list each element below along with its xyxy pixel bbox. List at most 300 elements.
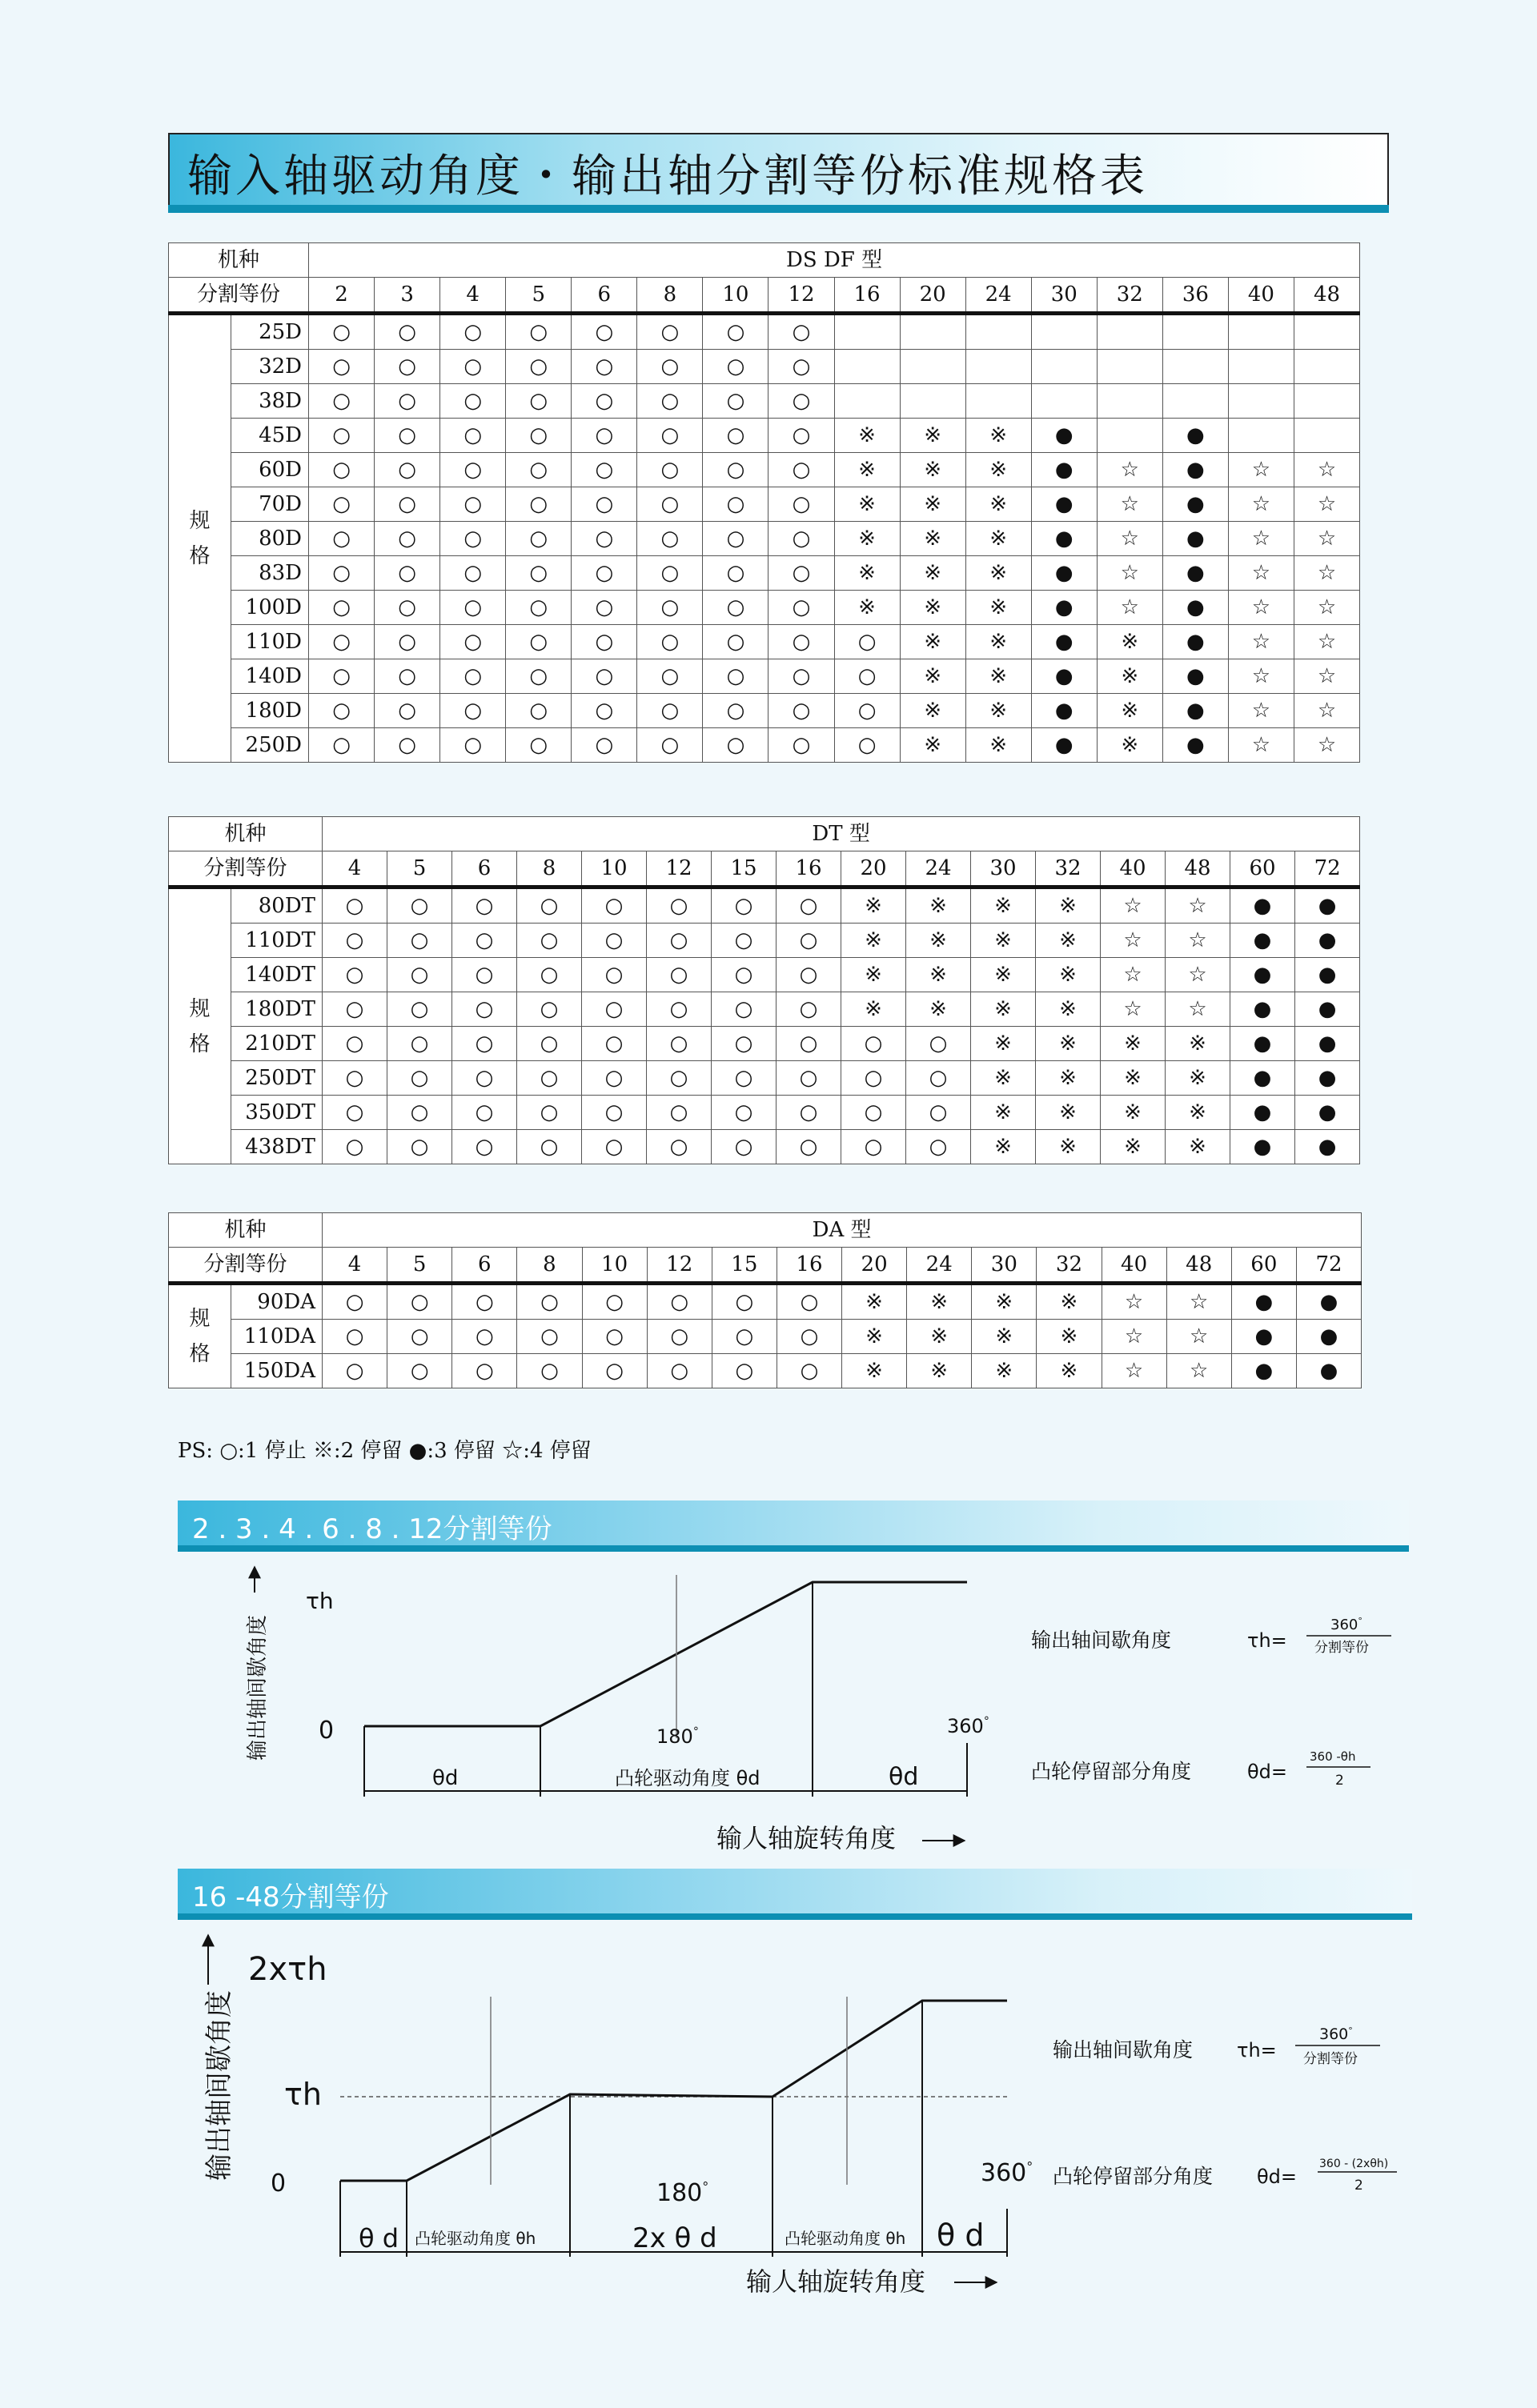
stop-mark-cell: ☆ (1294, 694, 1359, 728)
stop-mark-cell: ※ (900, 728, 965, 763)
stop-mark-cell: ○ (712, 924, 777, 958)
stop-mark-cell: ○ (637, 487, 703, 522)
model-size-label: 45D (231, 419, 309, 453)
stop-mark-cell (1162, 314, 1228, 350)
stop-mark-cell: ○ (517, 887, 582, 924)
stop-mark-cell: ○ (572, 314, 637, 350)
stop-mark-cell: ○ (777, 1027, 841, 1061)
stop-mark-cell: ※ (1037, 1354, 1102, 1388)
stop-mark-cell: ● (1031, 453, 1097, 487)
stop-mark-cell: ○ (452, 924, 517, 958)
division-col-header: 24 (907, 1248, 972, 1284)
stop-mark-cell: ○ (309, 419, 375, 453)
stop-mark-cell: ○ (647, 1130, 712, 1164)
model-size-label: 25D (231, 314, 309, 350)
stop-mark-cell: ○ (517, 958, 582, 992)
table-row (169, 924, 1360, 958)
stop-mark-cell: ☆ (1097, 556, 1162, 591)
stop-mark-cell: ☆ (1097, 453, 1162, 487)
division-col-header: 15 (712, 1248, 777, 1284)
stop-mark-cell: ○ (777, 924, 841, 958)
stop-mark-cell: ※ (971, 1130, 1036, 1164)
stop-mark-cell: ○ (647, 1284, 712, 1320)
stop-mark-cell: ○ (841, 1096, 906, 1130)
stop-mark-cell: ○ (906, 1027, 971, 1061)
stop-mark-cell: ● (1031, 625, 1097, 659)
stop-mark-cell: ● (1162, 659, 1228, 694)
division-col-header: 30 (972, 1248, 1037, 1284)
page-title: 输入轴驱动角度・输出轴分割等份标准规格表 (187, 150, 1148, 202)
stop-mark-cell: ○ (572, 728, 637, 763)
section2-diagram (0, 1925, 1537, 2301)
stop-mark-cell (1031, 314, 1097, 350)
stop-mark-cell: ☆ (1228, 659, 1294, 694)
stop-mark-cell: ○ (768, 625, 834, 659)
stop-mark-cell (1162, 350, 1228, 384)
stop-mark-cell: ○ (712, 1096, 777, 1130)
stop-mark-cell: ○ (647, 887, 712, 924)
stop-mark-cell: ○ (309, 659, 375, 694)
table-row (169, 694, 1360, 728)
stop-mark-cell: ○ (387, 992, 452, 1027)
stop-mark-cell: ○ (517, 1130, 582, 1164)
stop-mark-cell: ○ (777, 958, 841, 992)
s2-xlabel: 输人轴旋转角度 (746, 2266, 926, 2297)
section2-underline (178, 1913, 1412, 1920)
jizhong-header: 机种 (169, 817, 323, 851)
stop-mark-cell: ※ (841, 992, 906, 1027)
stop-mark-cell: ※ (900, 625, 965, 659)
stop-mark-cell: ※ (965, 522, 1031, 556)
s2-mid: 2x θ d (632, 2222, 717, 2254)
model-size-label: 60D (231, 453, 309, 487)
stop-mark-cell (1294, 350, 1359, 384)
stop-mark-cell: ○ (841, 1130, 906, 1164)
stop-mark-cell: ※ (834, 556, 900, 591)
jizhong-header: 机种 (169, 1213, 323, 1248)
stop-mark-cell: ☆ (1097, 591, 1162, 625)
division-col-header: 16 (777, 1248, 841, 1284)
stop-mark-cell: ※ (971, 1061, 1036, 1096)
model-size-label: 350DT (231, 1096, 323, 1130)
division-col-header: 30 (1031, 278, 1097, 314)
stop-mark-cell: ○ (375, 659, 440, 694)
stop-mark-cell: ☆ (1102, 1320, 1166, 1354)
stop-mark-cell: ○ (647, 1354, 712, 1388)
division-col-header: 4 (323, 1248, 387, 1284)
stop-mark-cell: ※ (971, 958, 1036, 992)
stop-mark-cell: ※ (971, 1096, 1036, 1130)
stop-mark-cell: ○ (572, 591, 637, 625)
stop-mark-cell: ○ (452, 958, 517, 992)
stop-mark-cell: ○ (777, 1284, 841, 1320)
s1-zero-label: 0 (319, 1717, 335, 1745)
model-size-label: 80DT (231, 887, 323, 924)
table-row (169, 1284, 1362, 1320)
stop-mark-cell: ○ (375, 625, 440, 659)
stop-mark-cell: ● (1230, 1130, 1295, 1164)
division-col-header: 24 (965, 278, 1031, 314)
stop-mark-cell: ○ (777, 1320, 841, 1354)
stop-mark-cell: ○ (768, 728, 834, 763)
title-band (168, 133, 1389, 205)
stop-mark-cell: ○ (841, 1027, 906, 1061)
legend: PS: ○:1 停止 ※:2 停留 ●:3 停留 ☆:4 停留 (178, 1439, 592, 1463)
stop-mark-cell: ● (1230, 924, 1295, 958)
stop-mark-cell: ○ (440, 419, 506, 453)
model-size-label: 110DT (231, 924, 323, 958)
stop-mark-cell: ※ (906, 924, 971, 958)
stop-mark-cell: ○ (768, 556, 834, 591)
stop-mark-cell: ○ (452, 1061, 517, 1096)
stop-mark-cell: ※ (1036, 1096, 1101, 1130)
stop-mark-cell: ※ (965, 728, 1031, 763)
stop-mark-cell (1031, 384, 1097, 419)
stop-mark-cell: ○ (440, 487, 506, 522)
da-spec-table (168, 1212, 1362, 1388)
stop-mark-cell: ● (1295, 887, 1360, 924)
spec-side-label (169, 1284, 231, 1388)
division-header-row (169, 851, 1360, 887)
stop-mark-cell: ☆ (1228, 453, 1294, 487)
stop-mark-cell: ○ (309, 694, 375, 728)
fenge-header: 分割等份 (169, 1248, 323, 1284)
model-size-label: 38D (231, 384, 309, 419)
stop-mark-cell: ○ (647, 992, 712, 1027)
section1-title: 2 . 3 . 4 . 6 . 8 . 12分割等份 (192, 1513, 552, 1545)
stop-mark-cell (834, 314, 900, 350)
division-col-header: 16 (777, 851, 841, 887)
stop-mark-cell: ※ (906, 992, 971, 1027)
stop-mark-cell: ※ (834, 453, 900, 487)
stop-mark-cell: ○ (309, 350, 375, 384)
stop-mark-cell: ○ (768, 314, 834, 350)
table-row (169, 1096, 1360, 1130)
stop-mark-cell: ※ (1097, 659, 1162, 694)
title-underline (168, 205, 1389, 213)
model-size-label: 70D (231, 487, 309, 522)
division-col-header: 30 (971, 851, 1036, 887)
stop-mark-cell: ● (1031, 556, 1097, 591)
stop-mark-cell: ○ (375, 591, 440, 625)
stop-mark-cell: ○ (712, 1130, 777, 1164)
division-col-header: 5 (387, 1248, 452, 1284)
table-row (169, 591, 1360, 625)
stop-mark-cell: ● (1162, 556, 1228, 591)
stop-mark-cell: ○ (582, 958, 647, 992)
model-header: DT 型 (323, 817, 1360, 851)
s2-deg180: 180° (656, 2179, 709, 2207)
s2-cam-drive1: 凸轮驱动角度 θh (415, 2229, 536, 2248)
model-header: DA 型 (323, 1213, 1362, 1248)
model-size-label: 438DT (231, 1130, 323, 1164)
stop-mark-cell: ● (1231, 1354, 1296, 1388)
stop-mark-cell: ※ (965, 591, 1031, 625)
stop-mark-cell (1097, 419, 1162, 453)
stop-mark-cell: ※ (842, 1320, 907, 1354)
stop-mark-cell: ○ (834, 625, 900, 659)
stop-mark-cell: ● (1162, 522, 1228, 556)
spec-side-text: 规格 (189, 996, 211, 1056)
fenge-header: 分割等份 (169, 851, 323, 887)
stop-mark-cell (1097, 350, 1162, 384)
stop-mark-cell: ○ (637, 694, 703, 728)
stop-mark-cell (1294, 419, 1359, 453)
stop-mark-cell: ○ (309, 728, 375, 763)
table-row (169, 992, 1360, 1027)
division-col-header: 48 (1166, 851, 1230, 887)
stop-mark-cell: ○ (517, 992, 582, 1027)
s2-th-label: τh (284, 2077, 322, 2112)
stop-mark-cell (1097, 314, 1162, 350)
stop-mark-cell: ○ (309, 591, 375, 625)
division-col-header: 2 (309, 278, 375, 314)
stop-mark-cell: ○ (768, 419, 834, 453)
s2-zero-label: 0 (271, 2170, 287, 2198)
stop-mark-cell: ○ (506, 659, 572, 694)
s1-formula1-label: 输出轴间歇角度 (1031, 1629, 1172, 1652)
stop-mark-cell: ☆ (1097, 522, 1162, 556)
division-header-row (169, 278, 1360, 314)
stop-mark-cell: ○ (506, 625, 572, 659)
stop-mark-cell: ☆ (1166, 1320, 1231, 1354)
stop-mark-cell: ○ (387, 1320, 452, 1354)
stop-mark-cell: ○ (703, 556, 768, 591)
stop-mark-cell: ○ (768, 694, 834, 728)
stop-mark-cell: ※ (900, 556, 965, 591)
stop-mark-cell: ● (1162, 487, 1228, 522)
stop-mark-cell (1031, 350, 1097, 384)
stop-mark-cell: ○ (582, 1130, 647, 1164)
table-row (169, 384, 1360, 419)
stop-mark-cell: ○ (309, 522, 375, 556)
stop-mark-cell: ○ (517, 924, 582, 958)
stop-mark-cell: ○ (703, 384, 768, 419)
stop-mark-cell: ※ (1036, 887, 1101, 924)
stop-mark-cell: ○ (323, 1284, 387, 1320)
s1-th-label: τh (306, 1588, 334, 1614)
stop-mark-cell: ○ (703, 728, 768, 763)
stop-mark-cell: ※ (965, 659, 1031, 694)
stop-mark-cell: ○ (506, 728, 572, 763)
stop-mark-cell: ○ (647, 1320, 712, 1354)
stop-mark-cell: ○ (309, 487, 375, 522)
stop-mark-cell: ● (1296, 1354, 1361, 1388)
model-size-label: 210DT (231, 1027, 323, 1061)
s1-formula2-den: 2 (1335, 1773, 1344, 1789)
s1-formula2-lhs: θd= (1247, 1761, 1288, 1783)
stop-mark-cell: ○ (582, 1027, 647, 1061)
stop-mark-cell (1228, 314, 1294, 350)
stop-mark-cell: ○ (582, 887, 647, 924)
s1-ylabel: 输出轴间歇角度 (246, 1614, 270, 1761)
stop-mark-cell: ● (1162, 419, 1228, 453)
stop-mark-cell: ○ (506, 591, 572, 625)
division-col-header: 6 (452, 1248, 517, 1284)
stop-mark-cell (1097, 384, 1162, 419)
stop-mark-cell: ※ (972, 1284, 1037, 1320)
stop-mark-cell: ● (1162, 728, 1228, 763)
stop-mark-cell: ○ (637, 419, 703, 453)
s1-formula1-lhs: τh= (1247, 1629, 1287, 1652)
stop-mark-cell: ○ (572, 556, 637, 591)
stop-mark-cell: ○ (323, 958, 387, 992)
stop-mark-cell: ※ (1037, 1320, 1102, 1354)
s2-theta-d-right: θ d (937, 2218, 985, 2253)
stop-mark-cell: ○ (768, 591, 834, 625)
model-size-label: 32D (231, 350, 309, 384)
division-col-header: 40 (1102, 1248, 1166, 1284)
stop-mark-cell: ○ (440, 522, 506, 556)
stop-mark-cell: ● (1162, 453, 1228, 487)
table-row (169, 1027, 1360, 1061)
table-row (169, 958, 1360, 992)
model-size-label: 100D (231, 591, 309, 625)
model-size-label: 250DT (231, 1061, 323, 1096)
stop-mark-cell: ☆ (1294, 728, 1359, 763)
stop-mark-cell: ☆ (1101, 887, 1166, 924)
table-row (169, 419, 1360, 453)
division-col-header: 5 (387, 851, 452, 887)
division-col-header: 12 (647, 1248, 712, 1284)
stop-mark-cell: ☆ (1294, 625, 1359, 659)
stop-mark-cell: ○ (375, 728, 440, 763)
stop-mark-cell: ○ (777, 1130, 841, 1164)
stop-mark-cell: ○ (440, 728, 506, 763)
division-col-header: 4 (323, 851, 387, 887)
spec-side-label (169, 314, 231, 763)
division-col-header: 15 (712, 851, 777, 887)
stop-mark-cell: ※ (1097, 625, 1162, 659)
stop-mark-cell: ● (1296, 1320, 1361, 1354)
stop-mark-cell: ○ (703, 522, 768, 556)
stop-mark-cell: ○ (647, 1061, 712, 1096)
stop-mark-cell: ○ (637, 453, 703, 487)
stop-mark-cell: ○ (323, 992, 387, 1027)
stop-mark-cell: ○ (387, 1284, 452, 1320)
stop-mark-cell: ○ (582, 1354, 647, 1388)
stop-mark-cell: ※ (1097, 728, 1162, 763)
table-row (169, 887, 1360, 924)
stop-mark-cell: ○ (517, 1027, 582, 1061)
stop-mark-cell: ※ (842, 1284, 907, 1320)
stop-mark-cell: ○ (375, 694, 440, 728)
s2-curve (340, 2001, 1007, 2181)
stop-mark-cell: ○ (906, 1061, 971, 1096)
s2-formula2-den: 2 (1354, 2178, 1363, 2194)
stop-mark-cell: ○ (375, 556, 440, 591)
stop-mark-cell: ○ (582, 1284, 647, 1320)
stop-mark-cell: ○ (440, 350, 506, 384)
stop-mark-cell: ○ (452, 1320, 517, 1354)
stop-mark-cell: ※ (1036, 1061, 1101, 1096)
stop-mark-cell: ※ (971, 887, 1036, 924)
stop-mark-cell: ○ (323, 1061, 387, 1096)
stop-mark-cell: ☆ (1294, 522, 1359, 556)
stop-mark-cell: ※ (965, 419, 1031, 453)
stop-mark-cell: ○ (712, 992, 777, 1027)
stop-mark-cell: ● (1031, 419, 1097, 453)
stop-mark-cell: ● (1295, 958, 1360, 992)
stop-mark-cell (1228, 384, 1294, 419)
stop-mark-cell: ○ (387, 1130, 452, 1164)
stop-mark-cell: ○ (517, 1061, 582, 1096)
section2-band (178, 1869, 1412, 1913)
stop-mark-cell: ※ (971, 1027, 1036, 1061)
section2-title: 16 -48分割等份 (192, 1881, 389, 1913)
division-col-header: 16 (834, 278, 900, 314)
stop-mark-cell: ○ (637, 728, 703, 763)
stop-mark-cell: ☆ (1228, 728, 1294, 763)
division-col-header: 72 (1295, 851, 1360, 887)
stop-mark-cell: ☆ (1228, 591, 1294, 625)
stop-mark-cell: ※ (1166, 1061, 1230, 1096)
stop-mark-cell: ○ (506, 350, 572, 384)
stop-mark-cell: ○ (572, 384, 637, 419)
header-row (169, 243, 1360, 278)
stop-mark-cell: ※ (1037, 1284, 1102, 1320)
stop-mark-cell: ○ (452, 1130, 517, 1164)
stop-mark-cell: ※ (900, 694, 965, 728)
stop-mark-cell: ○ (323, 924, 387, 958)
stop-mark-cell: ※ (1101, 1096, 1166, 1130)
table-row (169, 487, 1360, 522)
stop-mark-cell: ○ (572, 487, 637, 522)
model-size-label: 110D (231, 625, 309, 659)
stop-mark-cell: ● (1295, 1027, 1360, 1061)
stop-mark-cell: ○ (375, 453, 440, 487)
stop-mark-cell: ☆ (1294, 659, 1359, 694)
stop-mark-cell: ○ (440, 591, 506, 625)
stop-mark-cell: ○ (777, 887, 841, 924)
stop-mark-cell: ● (1031, 694, 1097, 728)
stop-mark-cell: ※ (1166, 1130, 1230, 1164)
table-row (169, 1130, 1360, 1164)
stop-mark-cell: ※ (834, 522, 900, 556)
stop-mark-cell: ○ (452, 887, 517, 924)
division-col-header: 60 (1230, 851, 1295, 887)
spec-side-text: 规格 (189, 509, 211, 568)
division-col-header: 5 (506, 278, 572, 314)
stop-mark-cell: ○ (309, 453, 375, 487)
stop-mark-cell: ※ (1036, 958, 1101, 992)
stop-mark-cell: ● (1230, 1061, 1295, 1096)
stop-mark-cell: ○ (703, 419, 768, 453)
stop-mark-cell: ● (1231, 1320, 1296, 1354)
model-size-label: 180D (231, 694, 309, 728)
s2-formula2-lhs: θd= (1257, 2166, 1298, 2188)
stop-mark-cell (965, 384, 1031, 419)
s1-curve (364, 1582, 967, 1726)
division-col-header: 32 (1037, 1248, 1102, 1284)
stop-mark-cell: ○ (712, 1320, 777, 1354)
stop-mark-cell: ○ (712, 1061, 777, 1096)
s2-cam-drive2: 凸轮驱动角度 θh (785, 2229, 906, 2248)
division-col-header: 48 (1294, 278, 1359, 314)
stop-mark-cell: ● (1295, 992, 1360, 1027)
stop-mark-cell (1228, 419, 1294, 453)
stop-mark-cell: ○ (506, 522, 572, 556)
stop-mark-cell: ○ (637, 556, 703, 591)
stop-mark-cell: ○ (834, 659, 900, 694)
stop-mark-cell (1162, 384, 1228, 419)
stop-mark-cell: ○ (506, 314, 572, 350)
stop-mark-cell: ● (1295, 1061, 1360, 1096)
stop-mark-cell: ☆ (1294, 556, 1359, 591)
stop-mark-cell: ○ (637, 350, 703, 384)
stop-mark-cell: ○ (647, 1096, 712, 1130)
s1-formula2-num: 360 -θh (1310, 1749, 1356, 1764)
